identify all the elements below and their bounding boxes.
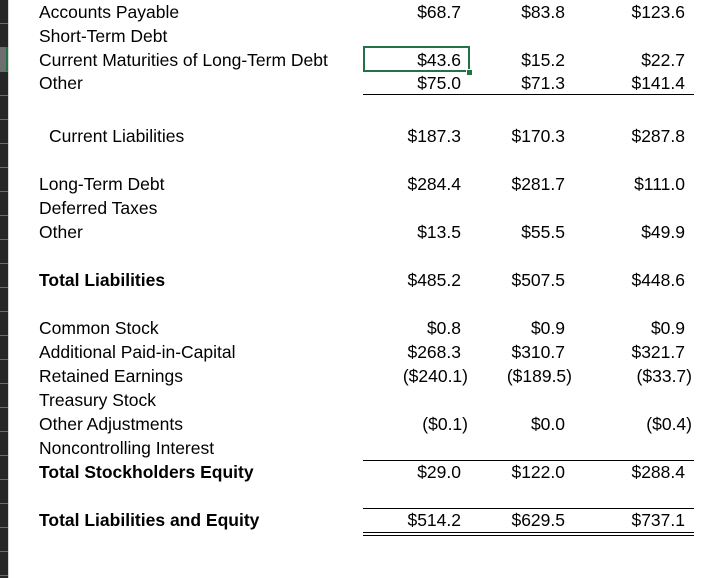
- cell[interactable]: $187.3: [407, 126, 461, 146]
- row-label[interactable]: Total Liabilities: [39, 270, 166, 290]
- table-row: [0, 364, 728, 388]
- cell[interactable]: $83.8: [521, 2, 565, 22]
- table-row: [0, 388, 728, 412]
- row-label[interactable]: Short-Term Debt: [39, 26, 168, 46]
- cell[interactable]: $29.0: [417, 462, 461, 482]
- row-label[interactable]: Additional Paid-in-Capital: [39, 342, 236, 362]
- cell[interactable]: $71.3: [521, 73, 565, 93]
- cell[interactable]: ($189.5): [506, 366, 572, 386]
- table-row: [0, 24, 728, 48]
- row-label[interactable]: Deferred Taxes: [39, 198, 158, 218]
- cell[interactable]: $0.0: [530, 414, 565, 434]
- cell[interactable]: $111.0: [634, 174, 685, 194]
- row-label[interactable]: Current Liabilities: [49, 126, 185, 146]
- cell[interactable]: $68.7: [417, 2, 461, 22]
- cell[interactable]: $514.2: [407, 510, 461, 530]
- row-label[interactable]: Long-Term Debt: [39, 174, 165, 194]
- table-row: [0, 220, 728, 244]
- cell[interactable]: $284.4: [407, 174, 461, 194]
- cell[interactable]: $0.9: [530, 318, 565, 338]
- row-label[interactable]: Total Liabilities and Equity: [39, 510, 260, 530]
- double-rule-top: [363, 532, 694, 533]
- row-label[interactable]: Treasury Stock: [39, 390, 157, 410]
- table-row: [0, 196, 728, 220]
- row-divider: [0, 503, 8, 504]
- row-label[interactable]: Other: [39, 73, 83, 93]
- row-divider: [0, 167, 8, 168]
- cell[interactable]: $268.3: [407, 342, 461, 362]
- cell[interactable]: $485.2: [407, 270, 461, 290]
- cell[interactable]: $737.1: [631, 510, 685, 530]
- cell[interactable]: $22.7: [641, 50, 685, 70]
- row-label[interactable]: Total Stockholders Equity: [39, 462, 254, 482]
- cell[interactable]: $0.8: [426, 318, 461, 338]
- cell[interactable]: $141.4: [631, 73, 685, 93]
- cell[interactable]: ($240.1): [402, 366, 468, 386]
- cell[interactable]: $55.5: [521, 222, 565, 242]
- subtotal-rule: [363, 94, 694, 95]
- table-row: [0, 316, 728, 340]
- cell[interactable]: $288.4: [631, 462, 685, 482]
- table-row: [0, 124, 728, 148]
- cell[interactable]: $43.6: [417, 50, 461, 70]
- double-rule-bottom: [363, 535, 694, 536]
- table-row: [0, 436, 728, 460]
- cell[interactable]: ($0.4): [646, 414, 692, 434]
- row-divider: [0, 311, 8, 312]
- cell[interactable]: $15.2: [521, 50, 565, 70]
- cell[interactable]: $0.9: [650, 318, 685, 338]
- cell[interactable]: $13.5: [417, 222, 461, 242]
- cell[interactable]: ($33.7): [636, 366, 692, 386]
- row-divider: [0, 575, 8, 576]
- row-label[interactable]: Accounts Payable: [39, 2, 180, 22]
- cell[interactable]: $123.6: [631, 2, 685, 22]
- cell[interactable]: $507.5: [511, 270, 565, 290]
- row-label[interactable]: Noncontrolling Interest: [39, 438, 215, 458]
- active-cell-selection[interactable]: [363, 46, 470, 72]
- cell[interactable]: $448.6: [631, 270, 685, 290]
- table-row: [0, 71, 728, 95]
- cell[interactable]: $122.0: [511, 462, 565, 482]
- row-label[interactable]: Current Maturities of Long-Term Debt: [39, 50, 328, 70]
- row-label[interactable]: Other Adjustments: [39, 414, 183, 434]
- fill-handle[interactable]: [466, 69, 473, 76]
- table-row: [0, 508, 728, 532]
- table-row: [0, 268, 728, 292]
- table-row: [0, 460, 728, 484]
- row-label[interactable]: Retained Earnings: [39, 366, 183, 386]
- row-label[interactable]: Common Stock: [39, 318, 159, 338]
- cell[interactable]: ($0.1): [422, 414, 468, 434]
- cell[interactable]: $310.7: [511, 342, 565, 362]
- cell[interactable]: $75.0: [417, 73, 461, 93]
- cell[interactable]: $281.7: [511, 174, 565, 194]
- cell[interactable]: $170.3: [511, 126, 565, 146]
- row-label[interactable]: Other: [39, 222, 83, 242]
- table-row: [0, 340, 728, 364]
- table-row: [0, 172, 728, 196]
- table-row: [0, 412, 728, 436]
- cell[interactable]: $629.5: [511, 510, 565, 530]
- cell[interactable]: $49.9: [641, 222, 685, 242]
- cell[interactable]: $287.8: [631, 126, 685, 146]
- row-divider: [0, 95, 8, 96]
- cell[interactable]: $321.7: [631, 342, 685, 362]
- table-row: [0, 0, 728, 24]
- row-divider: [0, 551, 8, 552]
- row-divider: [0, 263, 8, 264]
- row-divider: [0, 119, 8, 120]
